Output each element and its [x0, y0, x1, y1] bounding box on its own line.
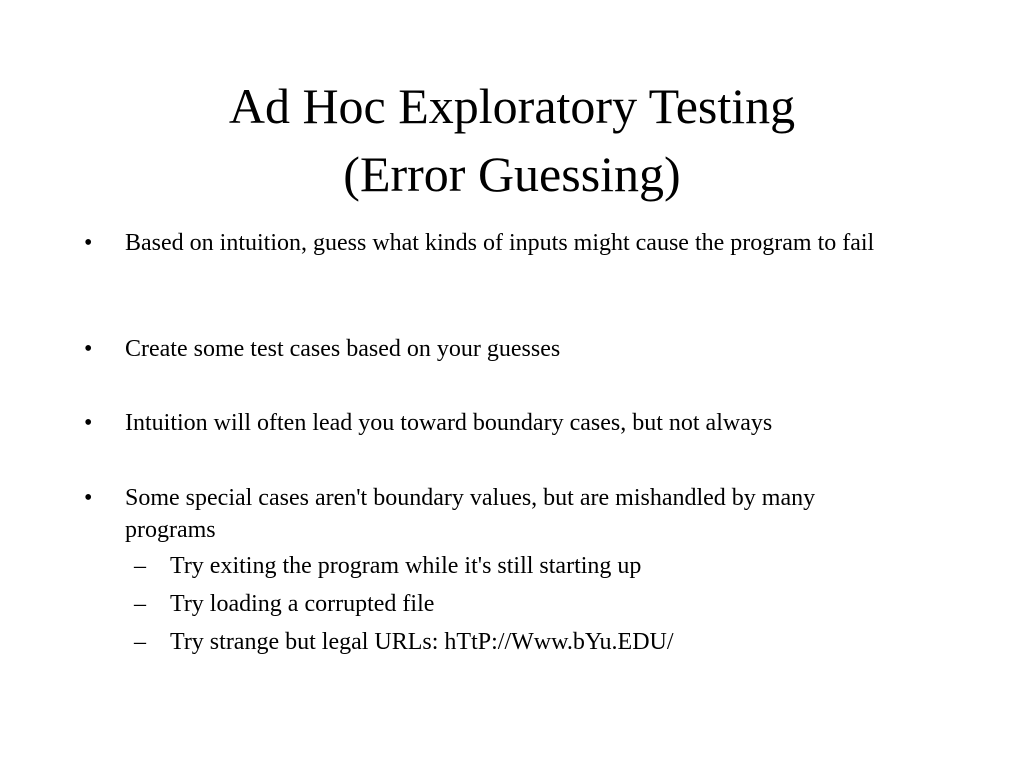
sub-bullet-text: Try strange but legal URLs: hTtP://Www.bYu.EDU/ — [170, 629, 674, 655]
bullet-text: Based on intuition, guess what kinds of inputs might cause the program to fail — [125, 230, 875, 256]
sub-bullet-marker: – — [134, 591, 146, 617]
sub-bullet-text: Try exiting the program while it's still starting up — [170, 553, 642, 579]
bullet-marker: • — [84, 230, 93, 256]
bullet-text: Some special cases aren't boundary values, but are mishandled by many programs — [125, 485, 816, 543]
title-line-2: (Error Guessing) — [343, 146, 681, 202]
sub-bullet-marker: – — [134, 553, 146, 579]
bullet-text: Create some test cases based on your guesses — [125, 336, 561, 362]
bullet-marker: • — [84, 485, 93, 511]
sub-bullet-marker: – — [134, 629, 146, 655]
bullet-marker: • — [84, 336, 93, 362]
bullet-marker: • — [84, 410, 93, 436]
sub-bullet-text: Try loading a corrupted file — [170, 591, 435, 617]
bullet-text: Intuition will often lead you toward boundary cases, but not always — [125, 410, 773, 436]
title-line-1: Ad Hoc Exploratory Testing — [228, 78, 796, 134]
